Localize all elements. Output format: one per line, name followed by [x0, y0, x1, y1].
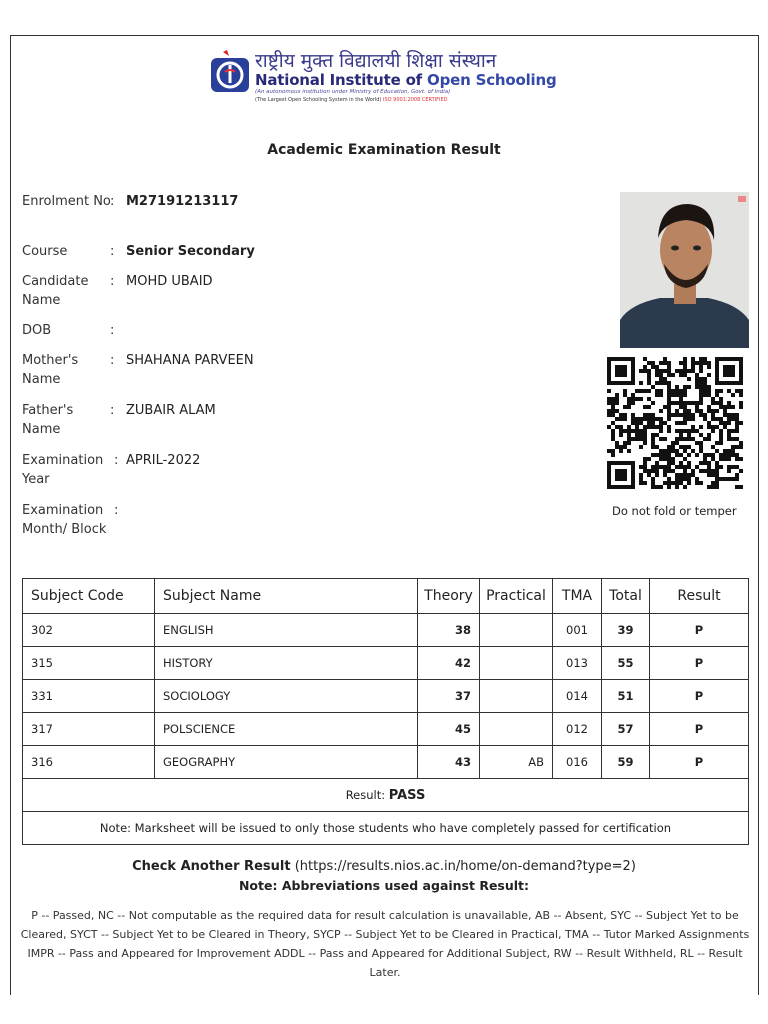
header-result: Result [650, 579, 749, 614]
header-total: Total [602, 579, 650, 614]
exam-month-label: Examination Month/ Block [22, 503, 107, 537]
table-row [23, 680, 749, 713]
mother-name-value: SHAHANA PARVEEN [126, 353, 254, 368]
header-theory: Theory [418, 579, 480, 614]
table-row [23, 614, 749, 647]
cell-result: P [650, 746, 749, 779]
colon: : [110, 323, 115, 338]
cell-name: HISTORY [155, 647, 418, 680]
marksheet-note-row [23, 812, 749, 845]
check-another-result-link[interactable]: Check Another Result [132, 859, 291, 874]
cell-name: GEOGRAPHY [155, 746, 418, 779]
colon: : [114, 453, 119, 468]
cell-theory: 42 [418, 647, 480, 680]
cell-tma: 014 [553, 680, 602, 713]
father-name-value: ZUBAIR ALAM [126, 403, 216, 418]
father-name-label: Father's Name [22, 403, 74, 437]
cell-total: 51 [602, 680, 650, 713]
cell-practical: AB [480, 746, 553, 779]
cell-result: P [650, 680, 749, 713]
nios-emblem-icon [209, 50, 251, 98]
cell-practical [480, 614, 553, 647]
check-another-result [0, 859, 768, 874]
cell-result: P [650, 614, 749, 647]
cell-theory: 43 [418, 746, 480, 779]
table-row [23, 713, 749, 746]
abbreviations-text: P -- Passed, NC -- Not computable as the required data for result calculation is unavailable, AB -- Absent, SYC -- Subject Yet to be Cleared, SYCT -- Subject Yet to be Cleared in Theory, SYCP -- Subject Yet to be Cleared in Practical, TMA -- Tutor Marked Assignments IMPR -- Pass and Appeared for Improvement ADDL -- Pass and Appeared for Additional Subject, RW -- Result Withheld, RL -- Result Later. [20, 909, 750, 979]
exam-year-label: Examination Year [22, 453, 104, 487]
header-practical: Practical [480, 579, 553, 614]
page-title: Academic Examination Result [267, 142, 501, 158]
marks-table [22, 578, 749, 845]
table-header-row [23, 579, 749, 614]
overall-result-value: PASS [388, 787, 426, 803]
course-label: Course [22, 244, 68, 259]
colon: : [110, 244, 115, 259]
cell-theory: 38 [418, 614, 480, 647]
cell-theory: 37 [418, 680, 480, 713]
logo-tagline-ministry: (An autonomous institution under Ministry of Education, Govt. of India) [255, 89, 451, 95]
cell-code: 316 [23, 746, 155, 779]
cell-tma: 016 [553, 746, 602, 779]
check-url: (https://results.nios.ac.in/home/on-demand?type=2) [294, 859, 636, 874]
cell-name: SOCIOLOGY [155, 680, 418, 713]
logo-tagline-largest: (The Largest Open Schooling System in the World) ISO 9001:2008 CERTIFIED [255, 97, 448, 103]
cell-total: 55 [602, 647, 650, 680]
nios-logo [209, 47, 557, 107]
candidate-photo [620, 192, 749, 348]
colon: : [110, 194, 115, 209]
colon: : [110, 274, 115, 289]
overall-result: Result: PASS [23, 779, 749, 812]
qr-code-icon [606, 357, 744, 489]
cell-code: 317 [23, 713, 155, 746]
cell-result: P [650, 713, 749, 746]
cell-practical [480, 680, 553, 713]
cell-tma: 012 [553, 713, 602, 746]
exam-year-value: APRIL-2022 [126, 453, 201, 468]
cell-tma: 001 [553, 614, 602, 647]
abbreviations-title: Note: Abbreviations used against Result: [238, 878, 530, 893]
cell-name: POLSCIENCE [155, 713, 418, 746]
cell-total: 39 [602, 614, 650, 647]
overall-result-row [23, 779, 749, 812]
qr-note: Do not fold or temper [612, 504, 737, 518]
enrolment-value: M27191213117 [126, 194, 239, 209]
cell-practical [480, 713, 553, 746]
candidate-name-value: MOHD UBAID [126, 274, 213, 289]
enrolment-label: Enrolment No [22, 194, 111, 209]
logo-hindi-name: राष्ट्रीय मुक्त विद्यालयी शिक्षा संस्थान [255, 50, 497, 72]
cell-name: ENGLISH [155, 614, 418, 647]
colon: : [110, 353, 115, 368]
mother-name-label: Mother's Name [22, 353, 79, 387]
table-row [23, 746, 749, 779]
cell-total: 57 [602, 713, 650, 746]
cell-code: 302 [23, 614, 155, 647]
course-value: Senior Secondary [126, 244, 255, 259]
cell-code: 315 [23, 647, 155, 680]
header-tma: TMA [553, 579, 602, 614]
cell-code: 331 [23, 680, 155, 713]
cell-tma: 013 [553, 647, 602, 680]
candidate-name-label: Candidate Name [22, 274, 89, 308]
table-row [23, 647, 749, 680]
colon: : [110, 403, 115, 418]
cell-practical [480, 647, 553, 680]
person-silhouette-icon [620, 192, 749, 348]
header-subject-code: Subject Code [23, 579, 155, 614]
cell-theory: 45 [418, 713, 480, 746]
logo-english-name: National Institute of Open Schooling [255, 71, 557, 89]
colon: : [114, 503, 119, 518]
cell-result: P [650, 647, 749, 680]
dob-label: DOB [22, 323, 52, 338]
header-subject-name: Subject Name [155, 579, 418, 614]
cell-total: 59 [602, 746, 650, 779]
marksheet-note: Note: Marksheet will be issued to only those students who have completely passed for certification [23, 812, 749, 845]
